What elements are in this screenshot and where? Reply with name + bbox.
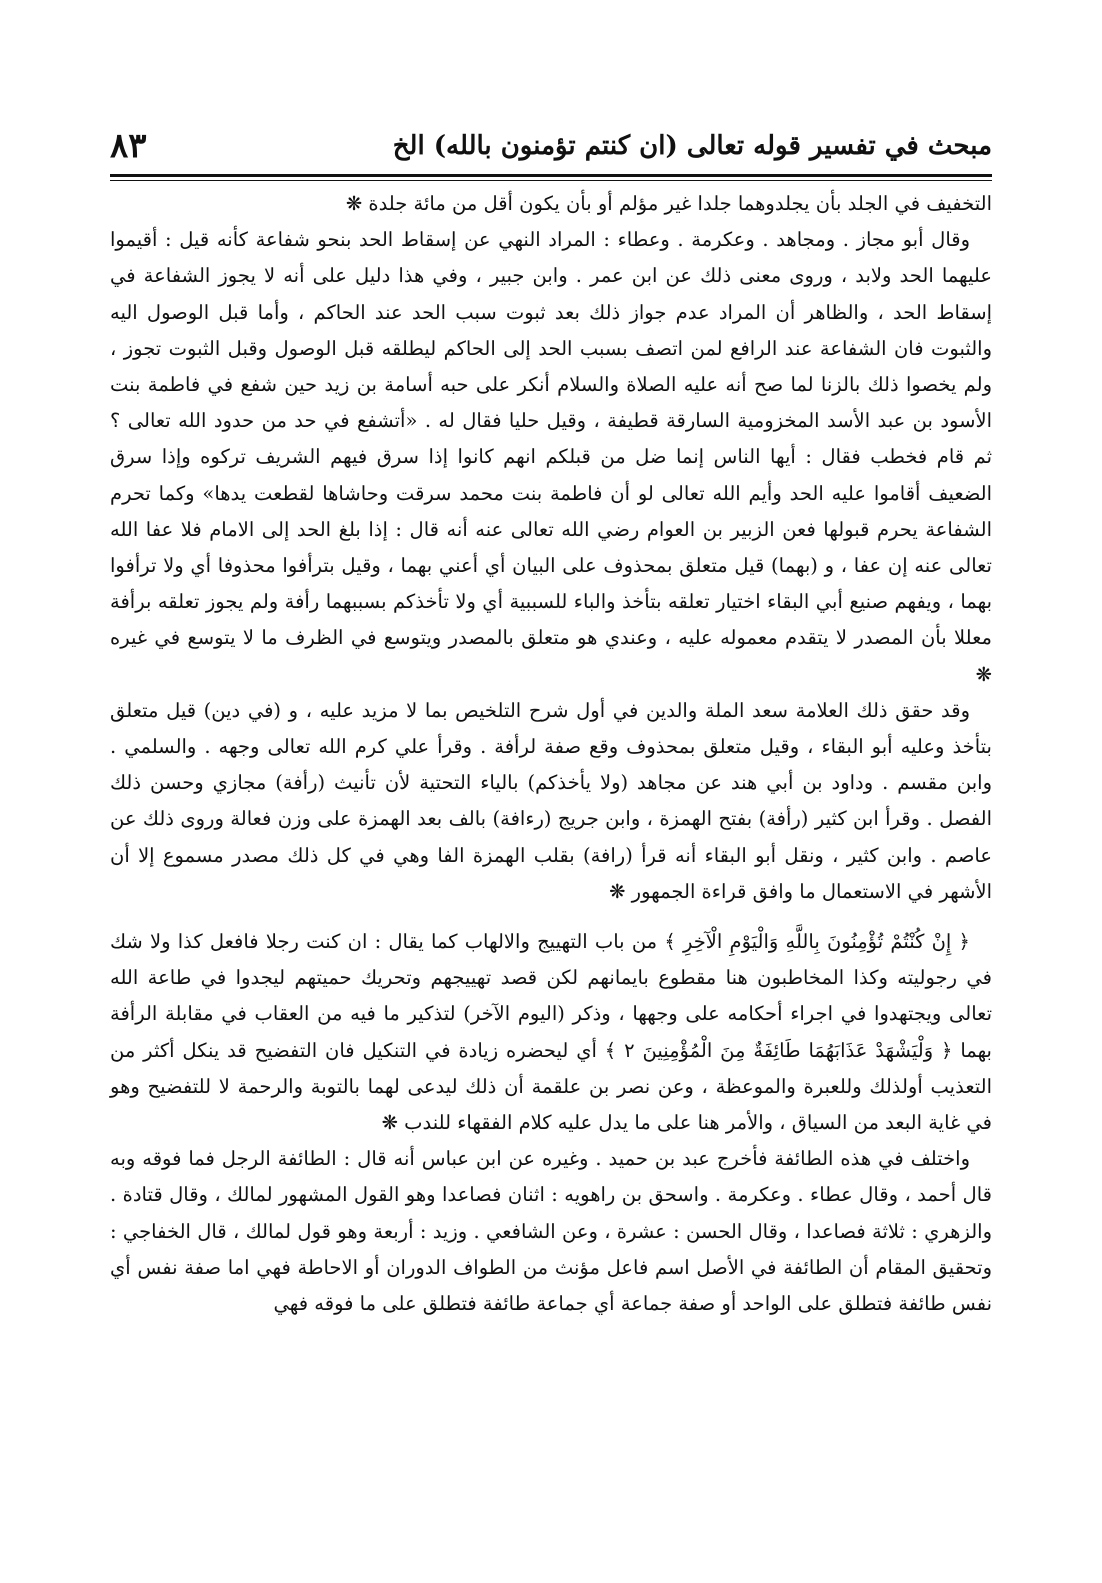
- paragraph: واختلف في هذه الطائفة فأخرج عبد بن حميد . وغيره عن ابن عباس أنه قال : الطائفة الرجل فما فوقه وبه قال أحمد ، وقال عطاء . وعكرمة . واسحق بن راهويه : اثنان فصاعدا وهو القول المشهور لمالك ، وقال قتادة . والزهري : ثلاثة فصاعدا ، وقال الحسن : عشرة ، وعن الشافعي . وزيد : أربعة وهو قول لمالك ، قال الخفاجي : وتحقيق المقام أن الطائفة في الأصل اسم فاعل مؤنث من الطواف الدوران أو الاحاطة فهي اما صفة نفس أي نفس طائفة فتطلق على الواحد أو صفة جماعة أي جماعة طائفة فتطلق على ما فوقه فهي: [110, 1147, 992, 1316]
- page-number: ٨٣: [110, 126, 147, 166]
- header-rule: [110, 174, 992, 177]
- paragraph: التخفيف في الجلد بأن يجلدوهما جلدا غير مؤلم أو بأن يكون أقل من مائة جلدة ❋: [345, 192, 992, 215]
- body-text: [110, 186, 992, 1322]
- paragraph: ﴿ إِنْ كُنْتُمْ تُؤْمِنُونَ بِاللَّهِ وَالْيَوْمِ الْآخِرِ ﴾ من باب التهييج والالهاب كما يقال : ان كنت رجلا فافعل كذا ولا شك في رجوليته وكذا المخاطبون هنا مقطوع بايمانهم لكن قصد تهييجهم وتحريك حميتهم ليجدوا في طاعة الله تعالى ويجتهدوا في اجراء أحكامه على وجهها ، وذكر (اليوم الآخر) لتذكير ما فيه من العقاب في مقابلة الرأفة بهما ﴿ وَلْيَشْهَدْ عَذَابَهُمَا طَائِفَةٌ مِنَ الْمُؤْمِنِينَ ٢ ﴾ أي ليحضره زيادة في التنكيل فان التفضيح قد ينكل أكثر من التعذيب أولذلك وللعبرة والموعظة ، وعن نصر بن علقمة أن ذلك ليدعى لهما بالتوبة والرحمة لا للتفضيح وهو في غاية البعد من السياق ، والأمر هنا على ما يدل عليه كلام الفقهاء للندب ❋: [110, 930, 992, 1135]
- page-header: [110, 118, 992, 174]
- paragraph: وقد حقق ذلك العلامة سعد الملة والدين في أول شرح التلخيص بما لا مزيد عليه ، و (في دين) قيل متعلق بتأخذ وعليه أبو البقاء ، وقيل متعلق بمحذوف وقع صفة لرأفة . وقرأ علي كرم الله تعالى وجهه . والسلمي . وابن مقسم . وداود بن أبي هند عن مجاهد (ولا يأخذكم) بالياء التحتية لأن تأنيث (رأفة) مجازي وحسن ذلك الفصل . وقرأ ابن كثير (رأفة) بفتح الهمزة ، وابن جريج (رءافة) بالف بعد الهمزة على وزن فعالة وروى ذلك عن عاصم . وابن كثير ، ونقل أبو البقاء أنه قرأ (رافة) بقلب الهمزة الفا وهي في كل ذلك مصدر مسموع إلا أن الأشهر في الاستعمال ما وافق قراءة الجمهور ❋: [110, 698, 992, 903]
- paragraph: وقال أبو مجاز . ومجاهد . وعكرمة . وعطاء : المراد النهي عن إسقاط الحد بنحو شفاعة كأنه قيل : أقيموا عليهما الحد ولابد ، وروى معنى ذلك عن ابن عمر . وابن جبير ، وفي هذا دليل على أنه لا يجوز الشفاعة في إسقاط الحد ، والظاهر أن المراد عدم جواز ذلك بعد ثبوت سبب الحد عند الحاكم ، وأما قبل الوصول اليه والثبوت فان الشفاعة عند الرافع لمن اتصف بسبب الحد إلى الحاكم ليطلقه قبل الوصول وقبل الثبوت تجوز ، ولم يخصوا ذلك بالزنا لما صح أنه عليه الصلاة والسلام أنكر على حبه أسامة بن زيد حين شفع في فاطمة بنت الأسود بن عبد الأسد المخزومية السارقة قطيفة ، وقيل حليا فقال له . «أتشفع في حد من حدود الله تعالى ؟ ثم قام فخطب فقال : أيها الناس إنما ضل من قبلكم انهم كانوا إذا سرق فيهم الشريف تركوه وإذا سرق الضعيف أقاموا عليه الحد وأيم الله تعالى لو أن فاطمة بنت محمد سرقت وحاشاها لقطعت يدها» وكما تحرم الشفاعة يحرم قبولها فعن الزبير بن العوام رضي الله تعالى عنه أنه قال : إذا بلغ الحد إلى الامام فلا عفا الله تعالى عنه إن عفا ، و (بهما) قيل متعلق بمحذوف على البيان أي أعني بهما ، وقيل بترأفوا محذوفا أي ولا ترأفوا بهما ، ويفهم صنيع أبي البقاء اختيار تعلقه بتأخذ والباء للسببية أي ولا تأخذكم بسببهما رأفة ولم يجوز تعلقه برأفة معللا بأن المصدر لا يتقدم معموله عليه ، وعندي هو متعلق بالمصدر ويتوسع في الظرف ما لا يتوسع في غيره ❋: [110, 228, 992, 686]
- running-title: مبحث في تفسير قوله تعالى (ان كنتم تؤمنون بالله) الخ: [392, 131, 992, 161]
